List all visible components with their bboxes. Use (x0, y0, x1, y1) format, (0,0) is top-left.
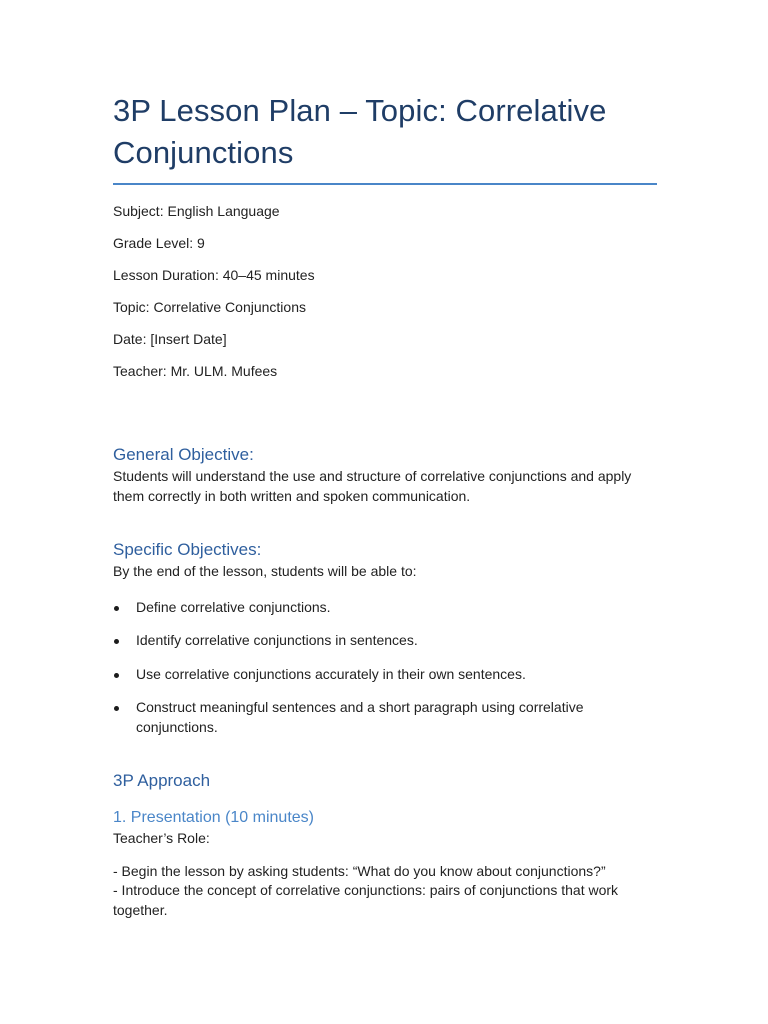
presentation-step: - Introduce the concept of correlative conjunctions: pairs of conjunctions that work together. (113, 882, 619, 918)
presentation-step: - Begin the lesson by asking students: “What do you know about conjunctions?” (113, 862, 606, 879)
grade-level-line: Grade Level: 9 (113, 235, 205, 251)
lesson-details (113, 202, 656, 394)
presentation-heading: 1. Presentation (10 minutes) (113, 809, 314, 826)
list-item (113, 598, 656, 618)
approach-heading: 3P Approach (113, 771, 211, 790)
list-item-text: Define correlative conjunctions. (136, 598, 331, 615)
list-item-text: Identify correlative conjunctions in sentences. (136, 632, 418, 648)
list-item-text: Construct meaningful sentences and a short paragraph using correlative conjunctions. (136, 699, 584, 735)
teacher-role-label: Teacher’s Role: (113, 830, 210, 846)
title-underline (113, 183, 657, 185)
specific-objectives-section (113, 539, 656, 737)
list-item-text: Use correlative conjunctions accurately in their own sentences. (136, 665, 526, 682)
document-title: 3P Lesson Plan – Topic: Correlative Conjunctions (113, 93, 607, 170)
subject-line: Subject: English Language (113, 203, 280, 219)
specific-objectives-heading: Specific Objectives: (113, 540, 262, 559)
bullet-icon (114, 673, 119, 678)
bullet-icon (114, 639, 119, 644)
bullet-icon (114, 606, 119, 611)
list-item (113, 665, 656, 685)
list-item (113, 631, 656, 651)
general-objective-heading: General Objective: (113, 445, 254, 464)
teacher-line: Teacher: Mr. ULM. Mufees (113, 363, 278, 379)
date-line: Date: [Insert Date] (113, 331, 227, 347)
list-item (113, 698, 656, 737)
lesson-duration-line: Lesson Duration: 40–45 minutes (113, 267, 315, 283)
bullet-icon (114, 706, 119, 711)
general-objective-text: Students will understand the use and structure of correlative conjunctions and apply them correctly in both written and spoken communication. (113, 468, 632, 504)
general-objective-section (113, 444, 656, 506)
specific-objectives-intro: By the end of the lesson, students will be able to: (113, 563, 417, 579)
presentation-steps (113, 862, 656, 921)
objectives-list (113, 598, 656, 738)
approach-section (113, 770, 656, 920)
topic-line: Topic: Correlative Conjunctions (113, 299, 306, 315)
